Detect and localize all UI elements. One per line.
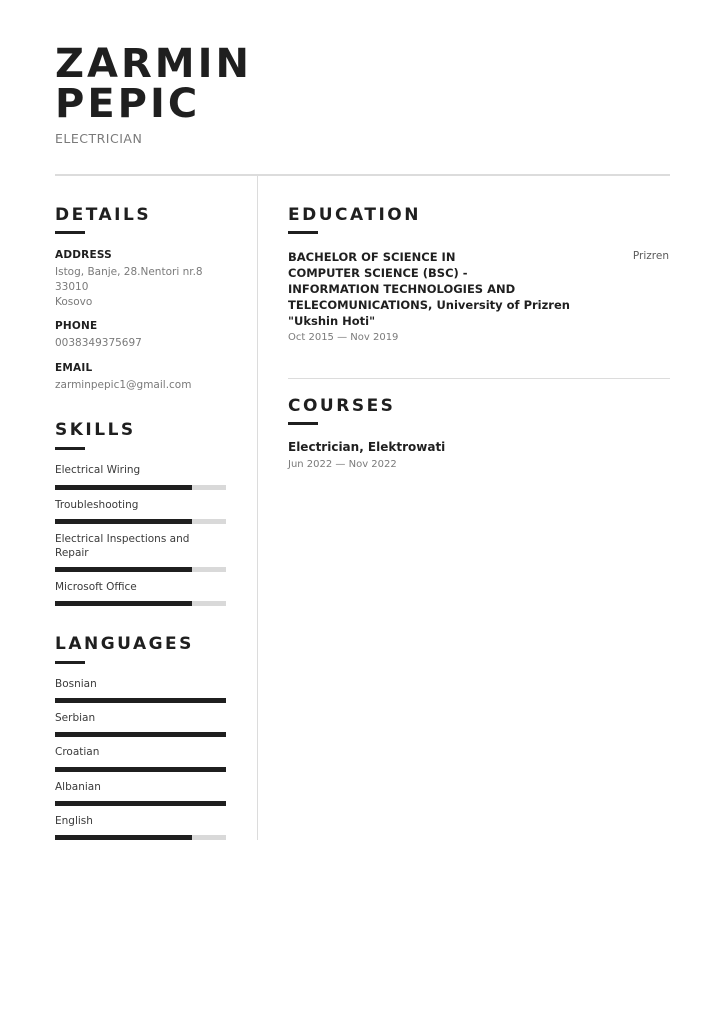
column-divider xyxy=(257,176,258,840)
candidate-name xyxy=(55,41,252,127)
degree-line: INFORMATION TECHNOLOGIES AND xyxy=(288,282,516,296)
skill-level-fill xyxy=(55,519,192,524)
details-heading: DETAILS xyxy=(55,205,152,225)
address-line: Kosovo xyxy=(55,296,93,308)
language-level-bar xyxy=(55,732,226,737)
language-name: Bosnian xyxy=(55,678,97,690)
header-divider xyxy=(55,174,670,176)
address-line: Istog, Banje, 28.Nentori nr.8 xyxy=(55,266,203,278)
language-name: Serbian xyxy=(55,712,96,724)
language-level-fill xyxy=(55,801,226,806)
language-level-bar xyxy=(55,698,226,703)
education-heading: EDUCATION xyxy=(288,205,421,225)
languages-heading: LANGUAGES xyxy=(55,634,194,654)
language-name: English xyxy=(55,815,93,827)
degree-line: COMPUTER SCIENCE (BSC) - xyxy=(288,266,468,280)
course-dates: Jun 2022 — Nov 2022 xyxy=(288,459,397,470)
education-dates: Oct 2015 — Nov 2019 xyxy=(288,332,399,343)
language-name: Croatian xyxy=(55,746,100,758)
courses-underline xyxy=(288,422,318,425)
language-level-fill xyxy=(55,698,226,703)
last-name: PEPIC xyxy=(55,81,201,127)
education-location: Prizren xyxy=(632,250,669,262)
phone-value: 0038349375697 xyxy=(55,337,142,349)
education-entry-title xyxy=(288,249,588,329)
school-name: University of Prizren "Ukshin Hoti" xyxy=(288,298,570,328)
skill-name: Troubleshooting xyxy=(55,499,139,511)
skills-heading: SKILLS xyxy=(55,420,136,440)
language-level-bar xyxy=(55,801,226,806)
job-title: ELECTRICIAN xyxy=(55,131,143,146)
skill-level-bar xyxy=(55,601,226,606)
phone-label: PHONE xyxy=(55,320,98,332)
skill-level-bar xyxy=(55,567,226,572)
address-value xyxy=(55,265,203,310)
language-level-fill xyxy=(55,767,226,772)
address-label: ADDRESS xyxy=(55,249,112,261)
course-title: Electrician, Elektrowati xyxy=(288,440,446,454)
address-line: 33010 xyxy=(55,281,89,293)
skill-level-fill xyxy=(55,485,192,490)
language-level-bar xyxy=(55,835,226,840)
courses-heading: COURSES xyxy=(288,396,396,416)
language-level-fill xyxy=(55,835,192,840)
skill-name: Electrical Wiring xyxy=(55,464,141,476)
education-underline xyxy=(288,231,318,234)
skill-name: Electrical Inspections and Repair xyxy=(55,533,190,559)
skill-level-bar xyxy=(55,485,226,490)
skill-name: Microsoft Office xyxy=(55,581,137,593)
skill-level-fill xyxy=(55,601,192,606)
degree-line: BACHELOR OF SCIENCE IN xyxy=(288,250,456,264)
skill-level-bar xyxy=(55,519,226,524)
email-label: EMAIL xyxy=(55,362,93,374)
first-name: ZARMIN xyxy=(55,41,252,87)
language-level-fill xyxy=(55,732,226,737)
languages-underline xyxy=(55,661,85,664)
section-divider xyxy=(288,378,670,379)
degree-line: TELECOMUNICATIONS, xyxy=(288,298,433,312)
language-name: Albanian xyxy=(55,781,101,793)
language-level-bar xyxy=(55,767,226,772)
skills-underline xyxy=(55,447,85,450)
details-underline xyxy=(55,231,85,234)
skill-level-fill xyxy=(55,567,192,572)
email-value: zarminpepic1@gmail.com xyxy=(55,379,192,391)
